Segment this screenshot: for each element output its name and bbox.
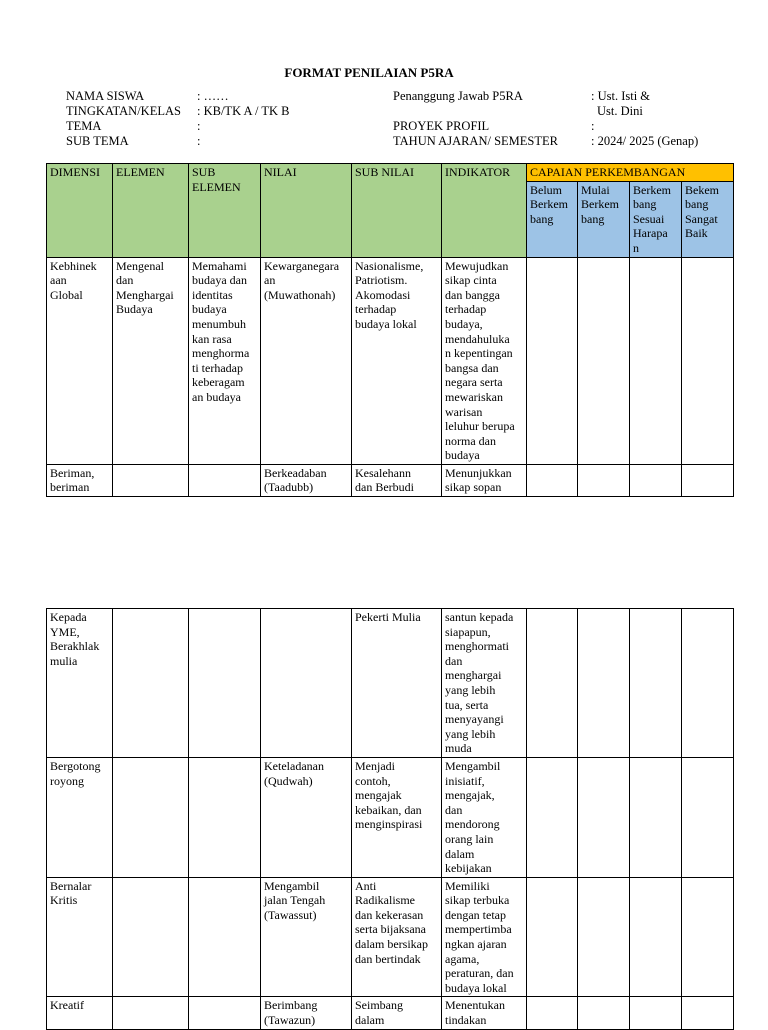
info-left-values xyxy=(197,89,290,149)
capaian-checkbox-cell[interactable] xyxy=(578,757,630,877)
assessment-table xyxy=(46,163,734,497)
info-label: TINGKATAN/KELAS xyxy=(66,104,181,118)
cell-nilai: Kewarganegara an (Muwathonah) xyxy=(261,257,352,464)
cell-dimensi: Kepada YME, Berakhlak mulia xyxy=(47,609,113,758)
table-row xyxy=(47,757,734,877)
capaian-checkbox-cell[interactable] xyxy=(630,464,682,496)
cell-nilai: Mengambil jalan Tengah (Tawassut) xyxy=(261,877,352,997)
info-right-labels xyxy=(393,89,558,149)
capaian-checkbox-cell[interactable] xyxy=(527,877,578,997)
cell-sub-nilai: Nasionalisme, Patriotism. Akomodasi terhadap budaya lokal xyxy=(352,257,442,464)
capaian-checkbox-cell[interactable] xyxy=(527,757,578,877)
cell-sub-elemen: Memahami budaya dan identitas budaya menumbuh kan rasa menghorma ti terhadap keberagam an budaya xyxy=(189,257,261,464)
cell-elemen xyxy=(113,877,189,997)
cell-sub-elemen xyxy=(189,609,261,758)
info-value: : xyxy=(197,134,201,148)
info-label: TEMA xyxy=(66,119,102,133)
cell-indikator: Menunjukkan sikap sopan xyxy=(442,464,527,496)
capaian-checkbox-cell[interactable] xyxy=(630,757,682,877)
cell-indikator: Mengambil inisiatif, mengajak, dan mendorong orang lain dalam kebijakan xyxy=(442,757,527,877)
info-right-values xyxy=(591,89,698,149)
cell-nilai xyxy=(261,609,352,758)
capaian-checkbox-cell[interactable] xyxy=(682,877,734,997)
capaian-checkbox-cell[interactable] xyxy=(682,464,734,496)
cell-indikator: santun kepada siapapun, menghormati dan menghargai yang lebih tua, serta menyayangi yang lebih muda xyxy=(442,609,527,758)
header-berkembang-sesuai-harapan: Berkem bang Sesuai Harapa n xyxy=(630,181,682,257)
info-label: PROYEK PROFIL xyxy=(393,119,490,133)
capaian-checkbox-cell[interactable] xyxy=(630,877,682,997)
info-value: : KB/TK A / TK B xyxy=(197,104,290,118)
cell-dimensi: Beriman, beriman xyxy=(47,464,113,496)
info-label: NAMA SISWA xyxy=(66,89,145,103)
capaian-checkbox-cell[interactable] xyxy=(630,609,682,758)
cell-nilai: Berkeadaban (Taadubb) xyxy=(261,464,352,496)
capaian-checkbox-cell[interactable] xyxy=(578,997,630,1029)
capaian-checkbox-cell[interactable] xyxy=(630,257,682,464)
cell-sub-nilai: Seimbang dalam xyxy=(352,997,442,1029)
cell-sub-elemen xyxy=(189,464,261,496)
info-value: : …… xyxy=(197,89,229,103)
cell-elemen xyxy=(113,997,189,1029)
info-label: Penanggung Jawab P5RA xyxy=(393,89,523,103)
cell-nilai: Berimbang (Tawazun) xyxy=(261,997,352,1029)
table-row xyxy=(47,609,734,758)
cell-sub-nilai: Pekerti Mulia xyxy=(352,609,442,758)
info-value: : 2024/ 2025 (Genap) xyxy=(591,134,699,148)
header-sub-elemen: SUB ELEMEN xyxy=(189,164,261,258)
header-berkembang-sangat-baik: Bekem bang Sangat Baik xyxy=(682,181,734,257)
capaian-checkbox-cell[interactable] xyxy=(578,257,630,464)
cell-elemen: Mengenal dan Menghargai Budaya xyxy=(113,257,189,464)
capaian-checkbox-cell[interactable] xyxy=(527,609,578,758)
table-row xyxy=(47,877,734,997)
info-value: : Ust. Isti & xyxy=(591,89,651,103)
header-belum-berkembang: Belum Berkem bang xyxy=(527,181,578,257)
cell-indikator: Menentukan tindakan xyxy=(442,997,527,1029)
capaian-checkbox-cell[interactable] xyxy=(682,609,734,758)
cell-sub-elemen xyxy=(189,757,261,877)
header-sub-nilai: SUB NILAI xyxy=(352,164,442,258)
cell-dimensi: Kebhinek aan Global xyxy=(47,257,113,464)
info-label: TAHUN AJARAN/ SEMESTER xyxy=(393,134,558,148)
cell-elemen xyxy=(113,464,189,496)
info-label: SUB TEMA xyxy=(66,134,129,148)
cell-indikator: Mewujudkan sikap cinta dan bangga terhadap budaya, mendahuluka n kepentingan bangsa dan negara serta mewariskan warisan leluhur berupa norma dan budaya xyxy=(442,257,527,464)
cell-sub-nilai: Menjadi contoh, mengajak kebaikan, dan menginspirasi xyxy=(352,757,442,877)
cell-sub-nilai: Anti Radikalisme dan kekerasan serta bijaksana dalam bersikap dan bertindak xyxy=(352,877,442,997)
cell-nilai: Keteladanan (Qudwah) xyxy=(261,757,352,877)
header-capaian-perkembangan: CAPAIAN PERKEMBANGAN xyxy=(527,164,734,182)
capaian-checkbox-cell[interactable] xyxy=(527,997,578,1029)
info-left-labels xyxy=(66,89,181,149)
header-mulai-berkembang: Mulai Berkem bang xyxy=(578,181,630,257)
cell-sub-elemen xyxy=(189,877,261,997)
info-value: Ust. Dini xyxy=(597,104,643,118)
capaian-checkbox-cell[interactable] xyxy=(682,257,734,464)
cell-elemen xyxy=(113,609,189,758)
cell-dimensi: Bergotong royong xyxy=(47,757,113,877)
table-row xyxy=(47,997,734,1029)
header-elemen: ELEMEN xyxy=(113,164,189,258)
capaian-checkbox-cell[interactable] xyxy=(578,877,630,997)
info-value: : xyxy=(591,119,595,133)
header-nilai: NILAI xyxy=(261,164,352,258)
header-dimensi: DIMENSI xyxy=(47,164,113,258)
capaian-checkbox-cell[interactable] xyxy=(578,464,630,496)
info-label xyxy=(393,104,558,119)
capaian-checkbox-cell[interactable] xyxy=(682,757,734,877)
cell-sub-nilai: Kesalehann dan Berbudi xyxy=(352,464,442,496)
cell-indikator: Memiliki sikap terbuka dengan tetap mempertimba ngkan ajaran agama, peraturan, dan budaya lokal xyxy=(442,877,527,997)
cell-dimensi: Kreatif xyxy=(47,997,113,1029)
table-row xyxy=(47,257,734,464)
capaian-checkbox-cell[interactable] xyxy=(682,997,734,1029)
info-value: : xyxy=(197,119,201,133)
header-indikator: INDIKATOR xyxy=(442,164,527,258)
capaian-checkbox-cell[interactable] xyxy=(527,257,578,464)
capaian-checkbox-cell[interactable] xyxy=(527,464,578,496)
capaian-checkbox-cell[interactable] xyxy=(630,997,682,1029)
capaian-checkbox-cell[interactable] xyxy=(578,609,630,758)
cell-elemen xyxy=(113,757,189,877)
assessment-table-continued xyxy=(46,608,734,1030)
cell-dimensi: Bernalar Kritis xyxy=(47,877,113,997)
cell-sub-elemen xyxy=(189,997,261,1029)
document-title: FORMAT PENILAIAN P5RA xyxy=(284,65,454,80)
table-row xyxy=(47,464,734,496)
